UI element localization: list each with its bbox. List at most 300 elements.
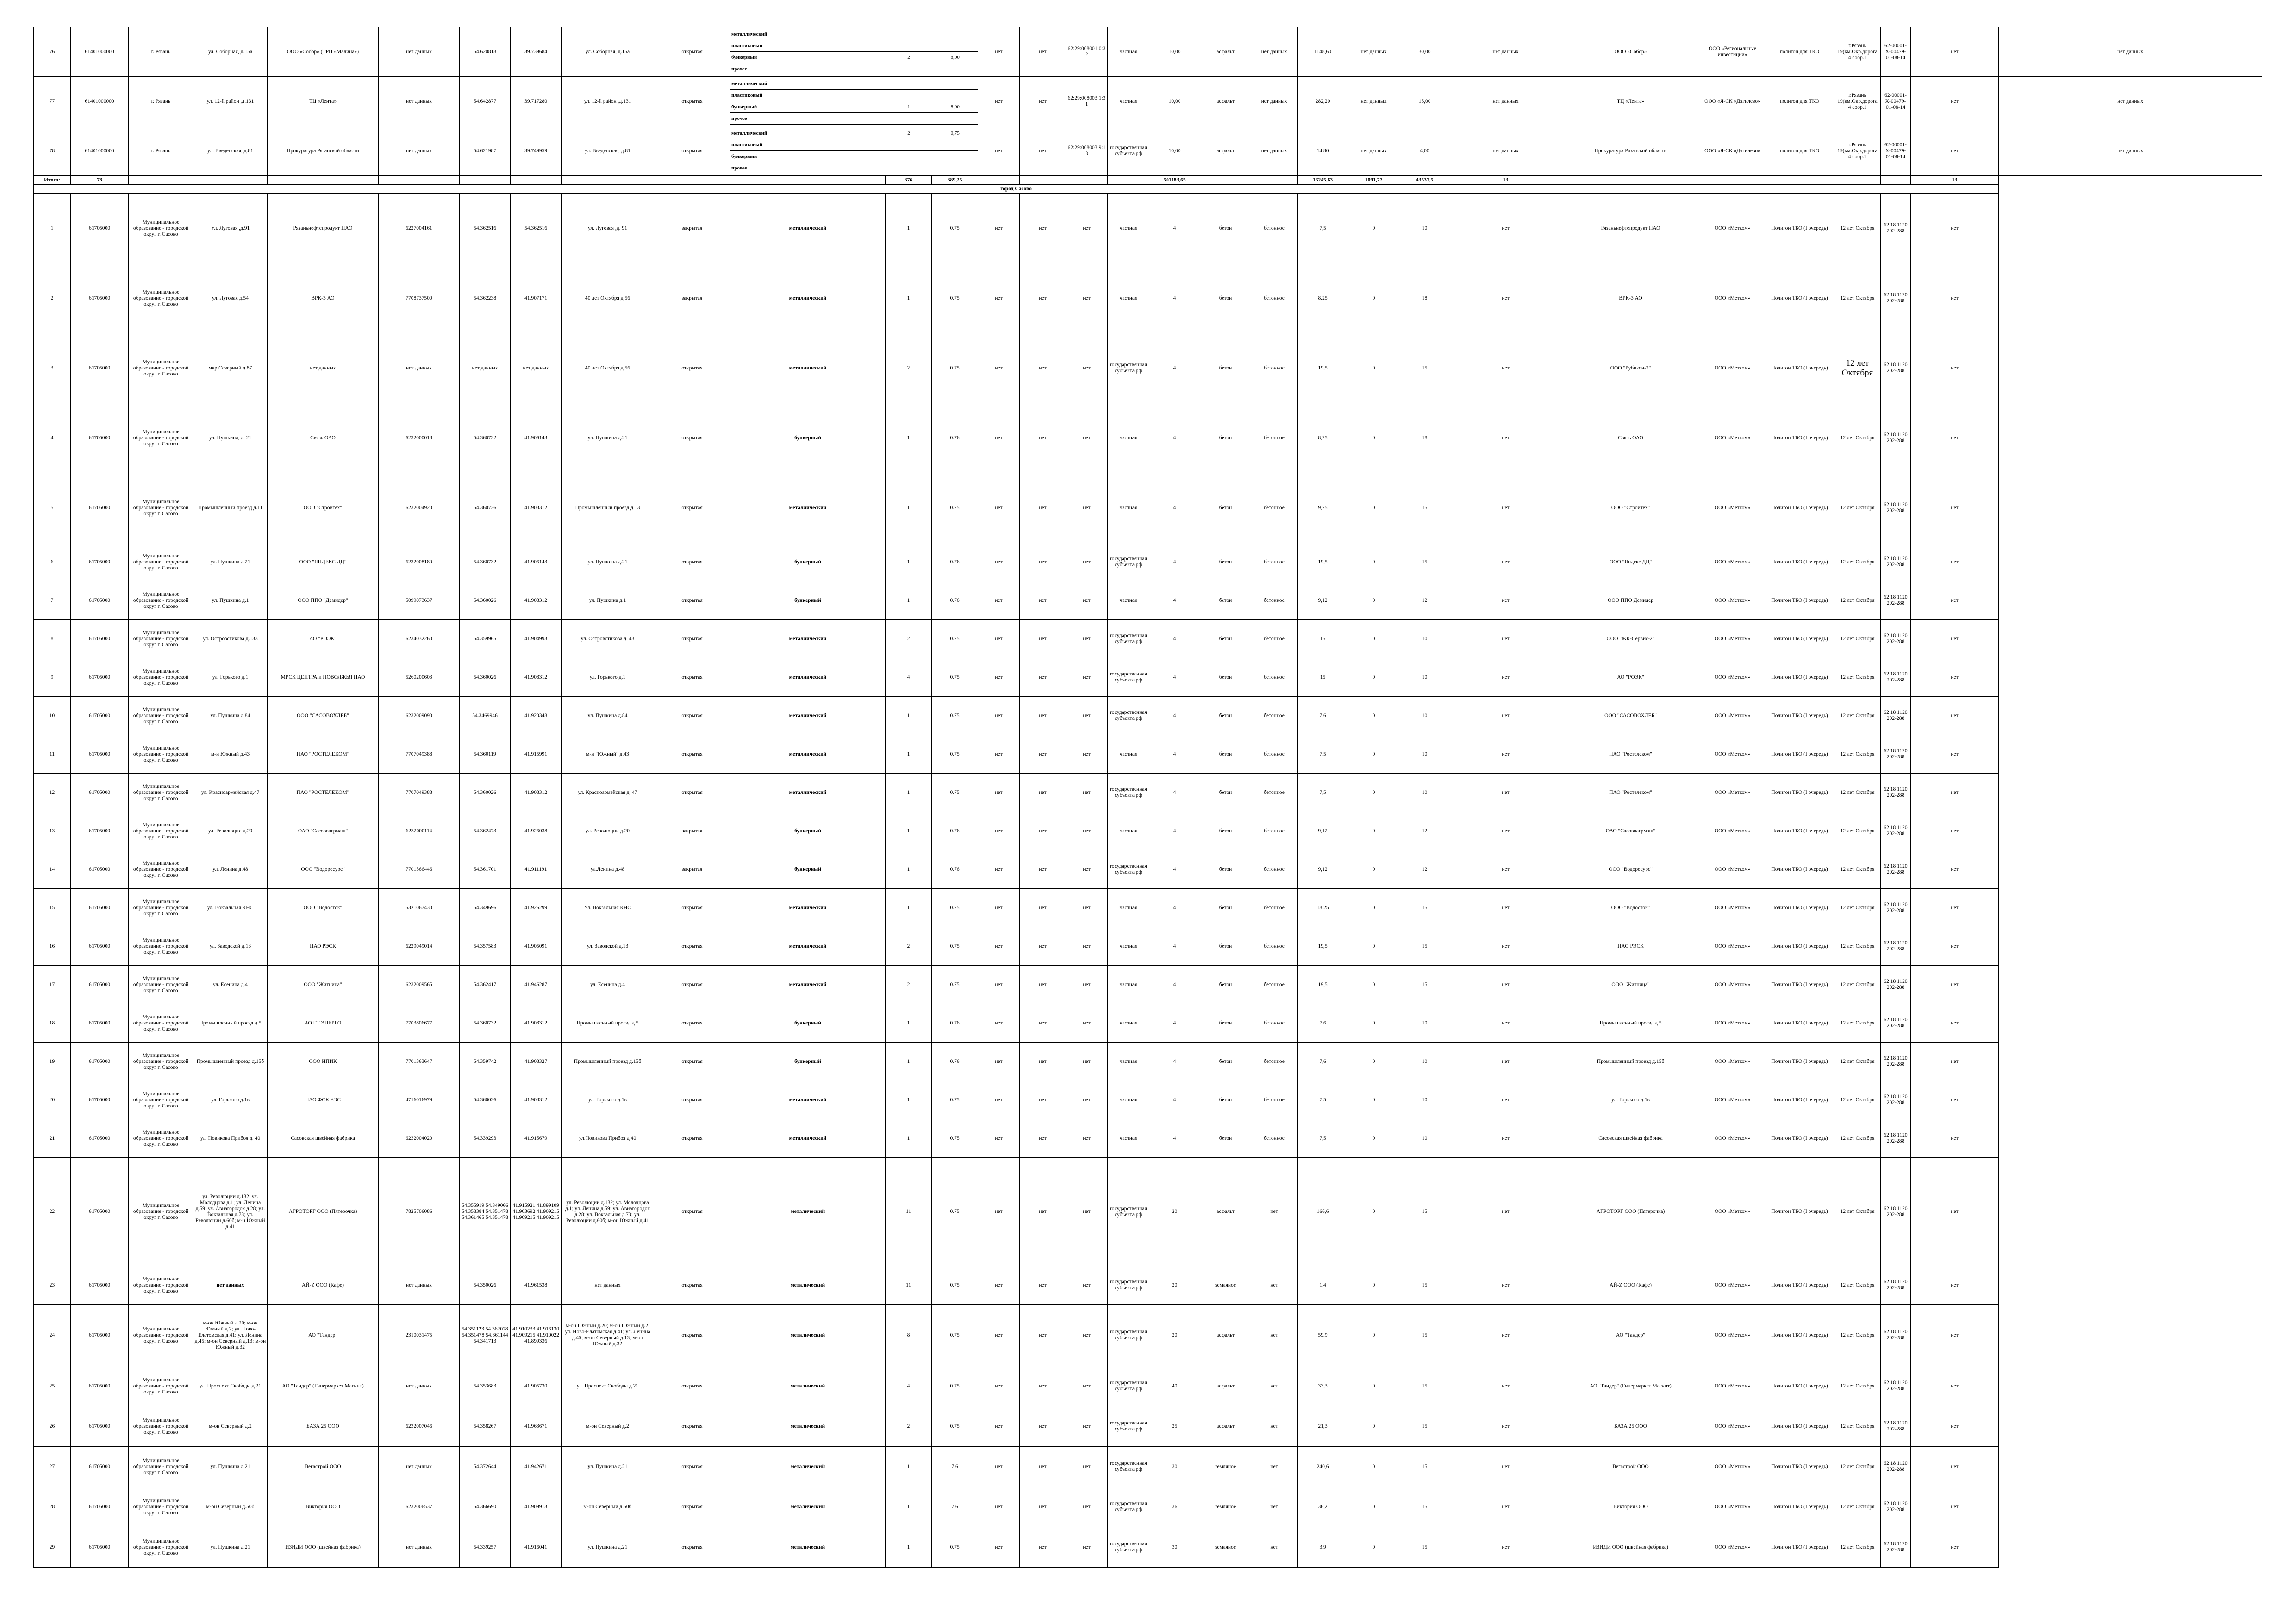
table-cell: [730, 176, 886, 185]
license-number: 62 18 1120 202-288: [1881, 333, 1911, 403]
table-cell: государственная субъекта рф: [1108, 126, 1149, 176]
latitude: 54.355919 54.349066 54.358384 54.351478 54.361465 54.351478: [460, 1158, 511, 1266]
container-volume: 0,75: [932, 128, 978, 139]
flag-cell: нет: [1066, 966, 1108, 1004]
latitude: 54.360026: [460, 581, 511, 620]
table-cell: ТЦ «Лента»: [1561, 77, 1700, 126]
waste-mass: 8,25: [1298, 403, 1348, 473]
source-address: м-н "Южный" д.43: [562, 735, 654, 774]
site-type: открытая: [654, 1081, 730, 1119]
latitude: 54.353683: [460, 1366, 511, 1406]
flag-cell: нет: [1020, 543, 1066, 581]
waste-mass: 7,6: [1298, 1004, 1348, 1043]
container-volume: 0.75: [932, 333, 978, 403]
longitude: 41.907171: [511, 263, 562, 333]
flag-cell: нет: [978, 889, 1020, 927]
site-address: ул. Есенина д.4: [193, 966, 268, 1004]
plan-flag: нет: [1450, 581, 1561, 620]
table-cell: нет: [978, 27, 1020, 77]
disposal-address: 12 лет Октября: [1834, 1527, 1881, 1568]
waste-volume: 0: [1348, 1119, 1399, 1158]
surface: земляное: [1200, 1527, 1251, 1568]
container-count: 11: [886, 1266, 932, 1305]
table-row: [34, 735, 2262, 774]
container-count: 2: [886, 620, 932, 658]
waste-volume: 0: [1348, 1527, 1399, 1568]
waste-generator: ПАО РЭСК: [1561, 927, 1700, 966]
plan-flag: нет: [1450, 1406, 1561, 1447]
latitude: 54.360026: [460, 1081, 511, 1119]
owner-inn: 7707049388: [379, 735, 460, 774]
source-address: ул. Пушкина д.1: [562, 581, 654, 620]
table-cell: нет данных: [1999, 126, 2262, 176]
container-type: бункерный: [730, 543, 886, 581]
distance: 18: [1399, 403, 1450, 473]
ownership: частная: [1108, 263, 1149, 333]
site-type: открытая: [654, 966, 730, 1004]
container-count: 8: [886, 1305, 932, 1366]
flag-cell: нет: [1911, 1406, 1999, 1447]
waste-mass: 15: [1298, 658, 1348, 697]
container-type: металлический: [730, 1119, 886, 1158]
disposal-address: 12 лет Октября: [1834, 581, 1881, 620]
plan-flag: нет: [1450, 194, 1561, 263]
container-type: прочее: [730, 63, 886, 75]
site-type: закрытая: [654, 850, 730, 889]
longitude: 41.906143: [511, 403, 562, 473]
flag-cell: нет: [1020, 1158, 1066, 1266]
oktmo-code: 61705000: [71, 774, 129, 812]
license-number: 62 18 1120 202-288: [1881, 774, 1911, 812]
distance: 15: [1399, 927, 1450, 966]
site-area: 4: [1149, 581, 1200, 620]
disposal-site: Полигон ТБО (I очередь): [1765, 735, 1834, 774]
row-number: 7: [34, 581, 71, 620]
row-number: 13: [34, 812, 71, 850]
waste-mass: 240,6: [1298, 1447, 1348, 1487]
flag-cell: нет: [978, 620, 1020, 658]
container-type: бункерный: [730, 1043, 886, 1081]
row-number: 15: [34, 889, 71, 927]
table-cell: ул. 12-й район ,д.131: [562, 77, 654, 126]
flag-cell: нет: [978, 850, 1020, 889]
flag-cell: нет: [1020, 1004, 1066, 1043]
table-row: [34, 927, 2262, 966]
surface: асфальт: [1200, 1406, 1251, 1447]
site-area: 20: [1149, 1305, 1200, 1366]
owner-inn: 4716016979: [379, 1081, 460, 1119]
table-cell: Прокуратура Рязанской области: [268, 126, 379, 176]
distance: 12: [1399, 581, 1450, 620]
waste-generator: Сасовская швейная фабрика: [1561, 1119, 1700, 1158]
longitude: 41.908312: [511, 581, 562, 620]
disposal-address: 12 лет Октября: [1834, 543, 1881, 581]
fence: бетонное: [1251, 473, 1298, 543]
waste-volume: 0: [1348, 966, 1399, 1004]
municipality: Муниципальное образование - городской округ г. Сасово: [129, 1527, 193, 1568]
table-cell: [1251, 176, 1298, 185]
oktmo-code: 61705000: [71, 1527, 129, 1568]
source-address: ул. Пушкина д.21: [562, 543, 654, 581]
container-type: металлический: [730, 29, 886, 40]
table-cell: 39.749959: [511, 126, 562, 176]
site-address: ул. Пушкина д.1: [193, 581, 268, 620]
site-area: 4: [1149, 774, 1200, 812]
table-cell: 77: [34, 77, 71, 126]
flag-cell: нет: [1911, 812, 1999, 850]
license-number: 62 18 1120 202-288: [1881, 1305, 1911, 1366]
site-area: 30: [1149, 1447, 1200, 1487]
site-owner: АО "РОЭК": [268, 620, 379, 658]
plan-flag: нет: [1450, 774, 1561, 812]
site-area: 4: [1149, 1081, 1200, 1119]
operator: ООО «Метком»: [1700, 333, 1765, 403]
site-address: ул. Пушкина д.21: [193, 1447, 268, 1487]
distance: 10: [1399, 697, 1450, 735]
container-type: прочее: [730, 113, 886, 125]
table-cell: [1200, 176, 1251, 185]
site-type: открытая: [654, 333, 730, 403]
source-address: ул. Пушкина д.21: [562, 1527, 654, 1568]
disposal-site: Полигон ТБО (I очередь): [1765, 889, 1834, 927]
table-cell: 10,00: [1149, 77, 1200, 126]
distance: 10: [1399, 620, 1450, 658]
flag-cell: нет: [1066, 194, 1108, 263]
fence: бетонное: [1251, 1004, 1298, 1043]
oktmo-code: 61705000: [71, 1043, 129, 1081]
distance: 15: [1399, 1158, 1450, 1266]
flag-cell: нет: [1066, 1527, 1108, 1568]
fence: бетонное: [1251, 658, 1298, 697]
source-address: ул. Проспект Свободы д.21: [562, 1366, 654, 1406]
operator: ООО «Метком»: [1700, 403, 1765, 473]
flag-cell: нет: [1020, 850, 1066, 889]
container-volume: 0.75: [932, 263, 978, 333]
owner-inn: нет данных: [379, 333, 460, 403]
flag-cell: нет: [1066, 1158, 1108, 1266]
waste-generator: БАЗА 25 ООО: [1561, 1406, 1700, 1447]
disposal-site: Полигон ТБО (I очередь): [1765, 263, 1834, 333]
site-type: закрытая: [654, 194, 730, 263]
site-area: 25: [1149, 1406, 1200, 1447]
flag-cell: нет: [978, 1081, 1020, 1119]
flag-cell: нет: [1020, 1527, 1066, 1568]
waste-generator: АО "Тандер" (Гипермаркет Магнит): [1561, 1366, 1700, 1406]
section-title: город Сасово: [34, 185, 1999, 194]
container-count: 1: [886, 697, 932, 735]
container-breakdown: [730, 27, 978, 77]
municipality: Муниципальное образование - городской округ г. Сасово: [129, 812, 193, 850]
longitude: 41.908327: [511, 1043, 562, 1081]
container-count: 2: [886, 128, 932, 139]
site-address: нет данных: [193, 1266, 268, 1305]
operator: ООО «Метком»: [1700, 812, 1765, 850]
container-count: 1: [886, 1487, 932, 1527]
waste-volume: 0: [1348, 473, 1399, 543]
license-number: 62 18 1120 202-288: [1881, 403, 1911, 473]
ownership: частная: [1108, 889, 1149, 927]
site-owner: ООО "ЯНДЕКС ДЦ": [268, 543, 379, 581]
waste-mass: 7,5: [1298, 735, 1348, 774]
flag-cell: нет: [1066, 735, 1108, 774]
source-address: ул. Островстикова д. 43: [562, 620, 654, 658]
source-address: ул. Заводской д.13: [562, 927, 654, 966]
table-cell: [1700, 176, 1765, 185]
distance: 15: [1399, 473, 1450, 543]
distance: 15: [1399, 1266, 1450, 1305]
site-owner: АО "Тандер" (Гипермаркет Магнит): [268, 1366, 379, 1406]
registry-table: [33, 27, 2262, 1568]
table-cell: нет данных: [1251, 27, 1298, 77]
row-number: 10: [34, 697, 71, 735]
flag-cell: нет: [1911, 1043, 1999, 1081]
fence: бетонное: [1251, 812, 1298, 850]
latitude: 54.360732: [460, 543, 511, 581]
container-volume: 8,00: [932, 101, 978, 113]
latitude: 54.360026: [460, 658, 511, 697]
surface: бетон: [1200, 889, 1251, 927]
disposal-site: Полигон ТБО (I очередь): [1765, 473, 1834, 543]
flag-cell: нет: [1911, 543, 1999, 581]
container-volume: [932, 139, 978, 151]
owner-inn: 6232000114: [379, 812, 460, 850]
disposal-address: 12 лет Октября: [1834, 735, 1881, 774]
license-number: 62 18 1120 202-288: [1881, 1406, 1911, 1447]
site-address: Промышленный проезд д.11: [193, 473, 268, 543]
municipality: Муниципальное образование - городской округ г. Сасово: [129, 1447, 193, 1487]
disposal-address: 12 лет Октября: [1834, 1158, 1881, 1266]
site-area: 4: [1149, 927, 1200, 966]
owner-inn: нет данных: [379, 1366, 460, 1406]
oktmo-code: 61705000: [71, 333, 129, 403]
disposal-site: Полигон ТБО (I очередь): [1765, 1366, 1834, 1406]
operator: ООО «Метком»: [1700, 927, 1765, 966]
longitude: 41.905730: [511, 1366, 562, 1406]
container-count: 1: [886, 194, 932, 263]
oktmo-code: 61705000: [71, 1004, 129, 1043]
flag-cell: нет: [1020, 581, 1066, 620]
container-count: [886, 78, 932, 90]
plan-flag: нет: [1450, 1004, 1561, 1043]
flag-cell: нет: [1020, 620, 1066, 658]
flag-cell: нет: [1911, 1004, 1999, 1043]
table-cell: ООО «Региональные инвестиции»: [1700, 27, 1765, 77]
site-type: открытая: [654, 889, 730, 927]
flag-cell: нет: [978, 194, 1020, 263]
site-address: ул. Пушкина д.21: [193, 543, 268, 581]
container-volume: [932, 113, 978, 125]
waste-generator: ООО "Водоресурс": [1561, 850, 1700, 889]
table-row: [34, 77, 2262, 126]
flag-cell: нет: [978, 1004, 1020, 1043]
table-cell: 62:29:008001:0:32: [1066, 27, 1108, 77]
surface: бетон: [1200, 1119, 1251, 1158]
plan-flag: нет: [1450, 1487, 1561, 1527]
latitude: 54.361701: [460, 850, 511, 889]
table-cell: [1765, 176, 1834, 185]
container-volume: 7.6: [932, 1447, 978, 1487]
container-count: 1: [886, 812, 932, 850]
source-address: ул. Горького д.1: [562, 658, 654, 697]
row-number: 27: [34, 1447, 71, 1487]
distance: 18: [1399, 263, 1450, 333]
table-cell: ул. Соборная, д.15а: [562, 27, 654, 77]
municipality: Муниципальное образование - городской округ г. Сасово: [129, 889, 193, 927]
source-address: ул. Пушкина д.21: [562, 1447, 654, 1487]
latitude: 54.360732: [460, 1004, 511, 1043]
table-cell: ООО «Собор» (ТРЦ «Малина»): [268, 27, 379, 77]
total-cell: 78: [71, 176, 129, 185]
flag-cell: нет: [1066, 927, 1108, 966]
site-type: открытая: [654, 1366, 730, 1406]
site-area: 4: [1149, 403, 1200, 473]
latitude: нет данных: [460, 333, 511, 403]
municipality: Муниципальное образование - городской округ г. Сасово: [129, 850, 193, 889]
table-cell: 4,00: [1399, 126, 1450, 176]
fence: нет: [1251, 1158, 1298, 1266]
distance: 12: [1399, 812, 1450, 850]
disposal-site: Полигон ТБО (I очередь): [1765, 1527, 1834, 1568]
longitude: 41.915991: [511, 735, 562, 774]
row-number: 3: [34, 333, 71, 403]
waste-volume: 0: [1348, 263, 1399, 333]
flag-cell: нет: [1911, 1527, 1999, 1568]
oktmo-code: 61705000: [71, 889, 129, 927]
site-area: 4: [1149, 735, 1200, 774]
surface: бетон: [1200, 850, 1251, 889]
flag-cell: нет: [1020, 774, 1066, 812]
owner-inn: 7701363647: [379, 1043, 460, 1081]
fence: бетонное: [1251, 889, 1298, 927]
disposal-address: 12 лет Октября: [1834, 1004, 1881, 1043]
fence: бетонное: [1251, 697, 1298, 735]
fence: бетонное: [1251, 927, 1298, 966]
container-count: [886, 139, 932, 151]
table-cell: открытая: [654, 126, 730, 176]
plan-flag: нет: [1450, 620, 1561, 658]
operator: ООО «Метком»: [1700, 966, 1765, 1004]
disposal-site: Полигон ТБО (I очередь): [1765, 1305, 1834, 1366]
flag-cell: нет: [978, 1119, 1020, 1158]
fence: бетонное: [1251, 1081, 1298, 1119]
container-volume: 0.75: [932, 658, 978, 697]
fence: нет: [1251, 1366, 1298, 1406]
operator: ООО «Метком»: [1700, 1043, 1765, 1081]
flag-cell: нет: [1020, 1305, 1066, 1366]
distance: 15: [1399, 889, 1450, 927]
latitude: 54.349696: [460, 889, 511, 927]
disposal-site: Полигон ТБО (I очередь): [1765, 1043, 1834, 1081]
container-volume: 0.75: [932, 473, 978, 543]
table-cell: ул. Соборная, д.15а: [193, 27, 268, 77]
waste-mass: 18,25: [1298, 889, 1348, 927]
oktmo-code: 61705000: [71, 263, 129, 333]
table-cell: нет данных: [1999, 27, 2262, 77]
surface: бетон: [1200, 403, 1251, 473]
disposal-site: Полигон ТБО (I очередь): [1765, 812, 1834, 850]
owner-inn: 6232007046: [379, 1406, 460, 1447]
site-area: 20: [1149, 1158, 1200, 1266]
operator: ООО «Метком»: [1700, 194, 1765, 263]
surface: бетон: [1200, 966, 1251, 1004]
container-volume: 0.75: [932, 966, 978, 1004]
site-type: открытая: [654, 1527, 730, 1568]
license-number: 62 18 1120 202-288: [1881, 620, 1911, 658]
owner-inn: 5099073637: [379, 581, 460, 620]
row-number: 8: [34, 620, 71, 658]
license-number: 62 18 1120 202-288: [1881, 966, 1911, 1004]
table-row: [34, 697, 2262, 735]
owner-inn: нет данных: [379, 1447, 460, 1487]
flag-cell: нет: [978, 735, 1020, 774]
ownership: частная: [1108, 194, 1149, 263]
source-address: 40 лет Октября д.56: [562, 263, 654, 333]
source-address: Промышленный проезд д.13: [562, 473, 654, 543]
flag-cell: нет: [1911, 473, 1999, 543]
flag-cell: нет: [1066, 473, 1108, 543]
plan-flag: нет: [1450, 966, 1561, 1004]
container-type: металлический: [730, 889, 886, 927]
flag-cell: нет: [978, 1487, 1020, 1527]
flag-cell: нет: [1911, 966, 1999, 1004]
owner-inn: 6232009090: [379, 697, 460, 735]
table-cell: нет данных: [1348, 77, 1399, 126]
table-cell: г. Рязань: [129, 126, 193, 176]
waste-mass: 7,5: [1298, 1081, 1348, 1119]
longitude: 41.906143: [511, 543, 562, 581]
municipality: Муниципальное образование - городской округ г. Сасово: [129, 1119, 193, 1158]
table-row: [34, 1004, 2262, 1043]
container-count: 1: [886, 774, 932, 812]
container-type: металический: [730, 1447, 886, 1487]
surface: бетон: [1200, 1081, 1251, 1119]
flag-cell: нет: [1066, 1447, 1108, 1487]
operator: ООО «Метком»: [1700, 581, 1765, 620]
source-address: м-он Северный д.50б: [562, 1487, 654, 1527]
site-owner: ВРК-3 АО: [268, 263, 379, 333]
longitude: 41.915679: [511, 1119, 562, 1158]
disposal-address: 12 лет Октября: [1834, 1406, 1881, 1447]
flag-cell: нет: [1066, 1305, 1108, 1366]
table-cell: 15,00: [1399, 77, 1450, 126]
flag-cell: нет: [1066, 697, 1108, 735]
waste-volume: 0: [1348, 658, 1399, 697]
ownership: государственная субъекта рф: [1108, 658, 1149, 697]
waste-mass: 7,5: [1298, 194, 1348, 263]
site-type: открытая: [654, 1158, 730, 1266]
plan-flag: нет: [1450, 1119, 1561, 1158]
flag-cell: нет: [1911, 333, 1999, 403]
waste-mass: 9,12: [1298, 581, 1348, 620]
oktmo-code: 61705000: [71, 735, 129, 774]
site-owner: ПАО "РОСТЕЛЕКОМ": [268, 735, 379, 774]
table-row: [34, 263, 2262, 333]
site-owner: ПАО РЭСК: [268, 927, 379, 966]
operator: ООО «Метком»: [1700, 1527, 1765, 1568]
container-volume: 0.76: [932, 812, 978, 850]
waste-volume: 0: [1348, 1447, 1399, 1487]
longitude: 41.946287: [511, 966, 562, 1004]
row-number: 26: [34, 1406, 71, 1447]
table-cell: 76: [34, 27, 71, 77]
waste-generator: ул. Горького д.1в: [1561, 1081, 1700, 1119]
waste-volume: 0: [1348, 581, 1399, 620]
waste-volume: 0: [1348, 927, 1399, 966]
container-subrow: [730, 40, 978, 52]
owner-inn: 6232006537: [379, 1487, 460, 1527]
table-cell: ул. 12-й район ,д.131: [193, 77, 268, 126]
flag-cell: нет: [978, 1305, 1020, 1366]
